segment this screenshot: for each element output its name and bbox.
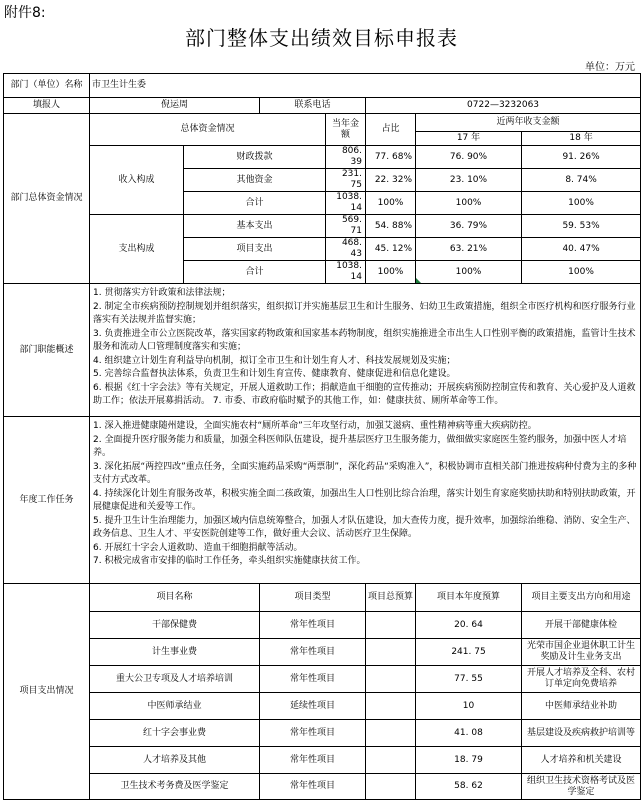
expense-label: 支出构成 bbox=[90, 215, 184, 284]
income-y17: 100% bbox=[416, 192, 522, 215]
project-year: 241. 75 bbox=[416, 639, 522, 666]
funds-header-row bbox=[4, 114, 641, 132]
expense-y18: 100% bbox=[522, 261, 641, 284]
project-name: 中医师承结业 bbox=[90, 693, 260, 720]
duty-line: 7. 市委、市政府临时赋予的其他工作，如：健康扶贫、厕所革命等工作。 bbox=[212, 396, 504, 406]
expense-y17: 36. 79% bbox=[416, 215, 522, 238]
duties-text bbox=[90, 284, 641, 417]
project-year: 20. 64 bbox=[416, 612, 522, 639]
expense-amount: 468. 43 bbox=[326, 238, 366, 261]
dept-label: 部门（单位）名称 bbox=[4, 74, 90, 98]
projects-header-row bbox=[4, 584, 641, 612]
project-total-header: 项目总预算 bbox=[366, 584, 416, 612]
task-line: 1. 深入推进健康随州建设，全面实施农村“厕所革命”三年攻坚行动，加强艾滋病、重性精神病等重大疾病防控。 bbox=[93, 421, 537, 431]
duty-line: 4. 组织建立计划生育利益导向机制，拟订全市卫生和计划生育人才、科技发展规划及实施； bbox=[93, 355, 456, 366]
project-total bbox=[366, 774, 416, 800]
dept-row bbox=[4, 74, 641, 98]
annual-row bbox=[4, 417, 641, 584]
duties-label: 部门职能概述 bbox=[4, 284, 90, 417]
expense-ratio: 54. 88% bbox=[366, 215, 416, 238]
expense-amount: 1038. 14 bbox=[326, 261, 366, 284]
project-name: 重大公卫专项及人才培养培训 bbox=[90, 666, 260, 693]
unit-label: 单位：万元 bbox=[585, 62, 635, 73]
income-y17: 76. 90% bbox=[416, 146, 522, 169]
expense-y18: 59. 53% bbox=[522, 215, 641, 238]
income-row bbox=[4, 146, 641, 169]
project-name: 计生事业费 bbox=[90, 639, 260, 666]
duty-line: 3. 负责推进全市公立医院改革，落实国家药物政策和国家基本药物制度，组织实施推进全市出生人口性别平衡的政策措施，监管计生技术服务和流动人口管理制度落实和实施； bbox=[93, 328, 636, 352]
filler-label: 填报人 bbox=[4, 98, 90, 114]
expense-name: 基本支出 bbox=[184, 215, 326, 238]
phone-value: 0722—3232063 bbox=[366, 98, 641, 114]
income-amount: 231. 75 bbox=[326, 169, 366, 192]
project-row bbox=[4, 774, 641, 800]
project-row bbox=[4, 666, 641, 693]
project-dir: 中医师承结业补助 bbox=[522, 693, 641, 720]
two-years-header: 近两年收支金额 bbox=[416, 114, 641, 132]
project-row bbox=[4, 693, 641, 720]
project-type: 常年性项目 bbox=[260, 774, 366, 800]
project-name: 卫生技术考务费及医学鉴定 bbox=[90, 774, 260, 800]
year-17-header: 17 年 bbox=[416, 132, 522, 146]
project-row bbox=[4, 720, 641, 747]
ratio-header: 占比 bbox=[366, 114, 416, 146]
project-year: 77. 55 bbox=[416, 666, 522, 693]
project-type-header: 项目类型 bbox=[260, 584, 366, 612]
project-type: 常年性项目 bbox=[260, 612, 366, 639]
duty-line: 2. 制定全市疾病预防控制规划并组织落实，组织拟订并实施基层卫生和计生服务、妇幼卫生政策措施，组织全市医疗机构和医疗服务行业落实有关法规并监督实施； bbox=[93, 301, 636, 325]
filler-value: 倪运周 bbox=[90, 98, 260, 114]
project-total bbox=[366, 747, 416, 774]
expense-row bbox=[4, 215, 641, 238]
duty-line: 1. 贯彻落实方针政策和法律法规； bbox=[93, 288, 231, 298]
annual-label: 年度工作任务 bbox=[4, 417, 90, 584]
income-name: 其他资金 bbox=[184, 169, 326, 192]
page-title: 部门整体支出绩效目标申报表 bbox=[185, 26, 458, 50]
project-name-header: 项目名称 bbox=[90, 584, 260, 612]
project-type: 常年性项目 bbox=[260, 666, 366, 693]
project-dir: 开展人才培养及全科、农村订单定向免费培养 bbox=[522, 666, 641, 693]
overall-label: 总体资金情况 bbox=[90, 114, 326, 146]
task-line: 6. 开展红十字会人道救助、造血干细胞捐献等活动。 bbox=[93, 542, 303, 553]
project-year-header: 项目本年度预算 bbox=[416, 584, 522, 612]
duty-line: 6. 根据《红十字会法》等有关规定，开展人道救助工作；捐献造血干细胞的宣传推动；开展疾病预防控制宣传和教育、关心爱护及人道救助工作；依法开展募捐活动。 bbox=[93, 382, 636, 406]
income-ratio: 77. 68% bbox=[366, 146, 416, 169]
current-amount-header: 当年金额 bbox=[326, 114, 366, 146]
project-name: 干部保健费 bbox=[90, 612, 260, 639]
projects-label: 项目支出情况 bbox=[4, 584, 90, 800]
task-line: 7. 积极完成省市安排的临时工作任务，牵头组织实施健康扶贫工作。 bbox=[93, 556, 366, 566]
expense-y18: 40. 47% bbox=[522, 238, 641, 261]
project-type: 常年性项目 bbox=[260, 720, 366, 747]
income-y18: 91. 26% bbox=[522, 146, 641, 169]
income-y17: 23. 10% bbox=[416, 169, 522, 192]
expense-name: 合计 bbox=[184, 261, 326, 284]
project-total bbox=[366, 639, 416, 666]
dept-value: 市卫生计生委 bbox=[90, 74, 641, 98]
project-dir: 基层建设及疾病救护培训等 bbox=[522, 720, 641, 747]
project-total bbox=[366, 720, 416, 747]
task-line: 5. 提升卫生计生治理能力，加强区域内信息统筹整合，加强人才队伍建设，加大查传力度，提升效率，加强综治维稳、消防、安全生产、政务信息、卫生人才、平安医院创建等工作，做好重大会议、活动医疗卫生保障。 bbox=[93, 515, 636, 539]
project-total bbox=[366, 693, 416, 720]
project-name: 红十字会事业费 bbox=[90, 720, 260, 747]
project-name: 人才培养及其他 bbox=[90, 747, 260, 774]
income-y18: 100% bbox=[522, 192, 641, 215]
attachment-label: 附件8: bbox=[4, 5, 46, 21]
project-row bbox=[4, 612, 641, 639]
project-year: 41. 08 bbox=[416, 720, 522, 747]
project-dir: 光荣市国企业退休职工计生奖励及计生业务支出 bbox=[522, 639, 641, 666]
project-dir: 组织卫生技术资格考试及医学鉴定 bbox=[522, 774, 641, 800]
project-type: 延续性项目 bbox=[260, 693, 366, 720]
duties-row bbox=[4, 284, 641, 417]
expense-ratio: 100% bbox=[366, 261, 416, 284]
project-total bbox=[366, 612, 416, 639]
funds-section-label: 部门总体资金情况 bbox=[4, 114, 90, 284]
task-line: 2. 全面提升医疗服务能力和质量，加强全科医师队伍建设，提升基层医疗卫生服务能力，做细做实家庭医生签约服务，加强中医人才培养。 bbox=[93, 434, 627, 458]
project-dir-header: 项目主要支出方向和用途 bbox=[522, 584, 641, 612]
income-ratio: 100% bbox=[366, 192, 416, 215]
income-ratio: 22. 32% bbox=[366, 169, 416, 192]
project-dir: 开展干部健康体检 bbox=[522, 612, 641, 639]
project-row bbox=[4, 747, 641, 774]
income-name: 财政拨款 bbox=[184, 146, 326, 169]
project-year: 10 bbox=[416, 693, 522, 720]
income-name: 合计 bbox=[184, 192, 326, 215]
project-year: 18. 79 bbox=[416, 747, 522, 774]
task-line: 4. 持续深化计划生育服务改革，积极实施全面二孩政策，加强出生人口性别比综合治理，落实计划生育家庭奖励扶助和特别扶助政策，开展健康促进和关爱等工作。 bbox=[93, 488, 636, 512]
duty-line: 5. 完善综合监督执法体系，负责卫生和计划生育宣传、健康教育、健康促进和信息化建设。 bbox=[93, 369, 456, 379]
project-dir: 人才培养和机关建设 bbox=[522, 747, 641, 774]
expense-y17: 100% bbox=[416, 261, 522, 284]
income-amount: 806. 39 bbox=[326, 146, 366, 169]
income-y18: 8. 74% bbox=[522, 169, 641, 192]
phone-label: 联系电话 bbox=[260, 98, 366, 114]
project-type: 常年性项目 bbox=[260, 747, 366, 774]
expense-y17: 63. 21% bbox=[416, 238, 522, 261]
income-label: 收入构成 bbox=[90, 146, 184, 215]
expense-amount: 569. 71 bbox=[326, 215, 366, 238]
income-amount: 1038. 14 bbox=[326, 192, 366, 215]
filler-row bbox=[4, 98, 641, 114]
project-total bbox=[366, 666, 416, 693]
expense-ratio: 45. 12% bbox=[366, 238, 416, 261]
project-row bbox=[4, 639, 641, 666]
year-18-header: 18 年 bbox=[522, 132, 641, 146]
performance-table bbox=[3, 73, 641, 800]
project-type: 常年性项目 bbox=[260, 639, 366, 666]
project-year: 58. 62 bbox=[416, 774, 522, 800]
expense-name: 项目支出 bbox=[184, 238, 326, 261]
task-line: 3. 深化拓展“两控四改”重点任务，全面实施药品采购“两票制”，深化药品“采购准入”，积极协调市直相关部门推进按病种付费为主的多种支付方式改革。 bbox=[93, 461, 637, 485]
annual-text bbox=[90, 417, 641, 584]
